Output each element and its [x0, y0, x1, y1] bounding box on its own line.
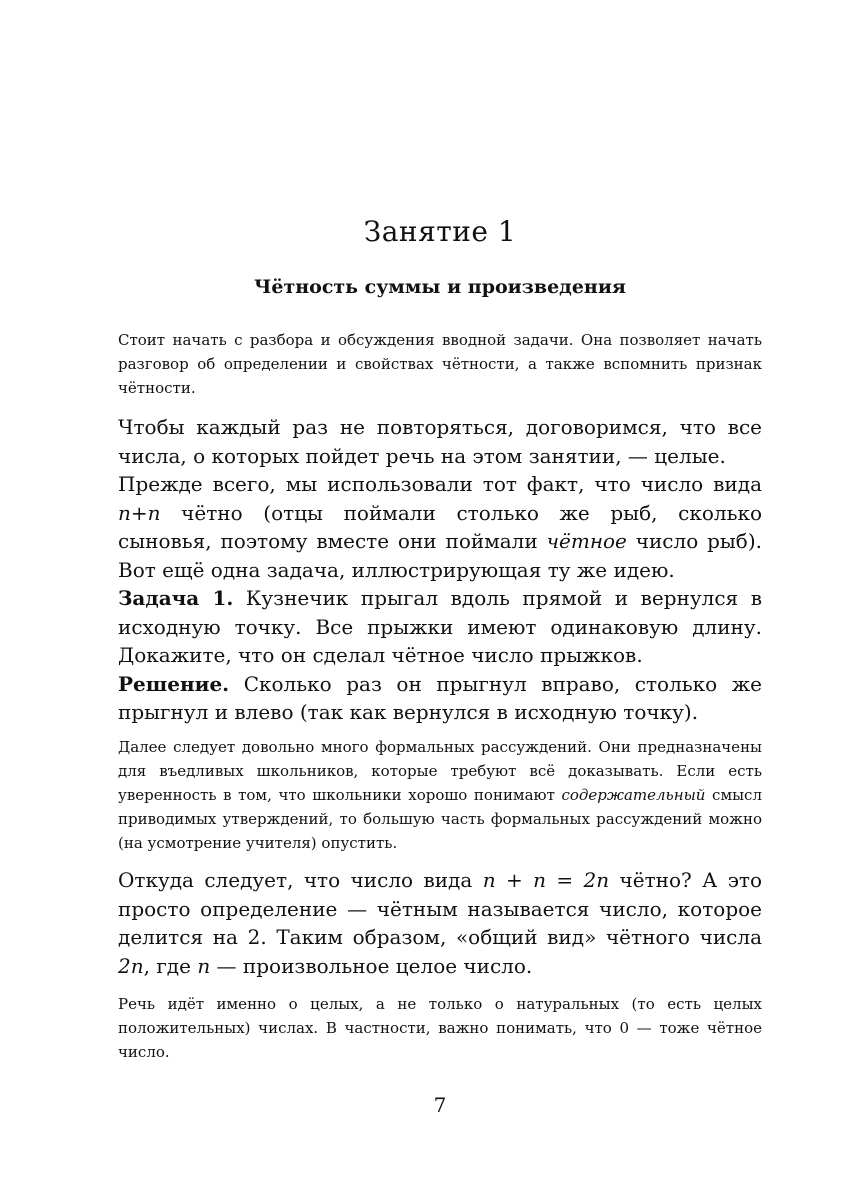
problem-1 — [118, 584, 762, 670]
emphasis-meaningful: содержательный — [561, 786, 706, 804]
section-title: Чётность суммы и произведения — [254, 276, 626, 298]
solution-label: Решение. — [118, 671, 230, 696]
problem-text: Кузнечик прыгал вдоль прямой и вернулся в исходную точку. Все прыжки имеют одинаковую длину. Докажите, что он сделал чётное число прыжков. — [118, 586, 762, 667]
formula-2n-equation: n + n = 2n — [482, 868, 610, 892]
teacher-note-integers: Речь идёт именно о целых, а не только о натуральных (то есть целых положительных) числах. В частности, важно понимать, что 0 — тоже чётное число. — [118, 995, 762, 1061]
problem-label: Задача 1. — [118, 586, 234, 610]
emphasis-even: чётное — [546, 529, 627, 553]
paragraph-integers-assumption: Чтобы каждый раз не повторяться, договоримся, что все числа, о которых пойдет речь на этом занятии, — целые. — [118, 415, 762, 468]
paragraph-definition-even: Откуда следует, что число вида n + n = 2n чётно? А это просто определение — чётным называется число, которое делится на 2. Таким образом, «общий вид» чётного числа 2n, где n — произвольное целое число. — [118, 868, 763, 978]
solution-text: Сколько раз он прыгнул вправо, столько же прыгнул и влево (так как вернулся в исходную точку). — [118, 671, 762, 724]
chapter-title: Занятие 1 — [363, 215, 517, 248]
formula-2n: 2n — [118, 953, 144, 978]
solution-1 — [118, 670, 762, 727]
teacher-note-intro: Стоит начать с разбора и обсуждения вводной задачи. Она позволяет начать разговор об определении и свойствах чётности, а также вспомнить признак чётности. — [118, 331, 762, 397]
book-page — [118, 0, 762, 1181]
teacher-note-formal: Далее следует довольно много формальных рассуждений. Они предназначены для въедливых школьников, которые требуют всё доказывать. Если есть уверенность в том, что школьники хорошо понимают содержательный смысл приводимых утверждений, то большую часть формальных рассуждений можно (на усмотрение учителя) опустить. — [118, 738, 762, 852]
formula-n-plus-n: n+n — [118, 500, 161, 525]
paragraph-n-plus-n: Прежде всего, мы использовали тот факт, что число вида n+n чётно (отцы поймали столько же рыб, сколько сыновья, поэтому вместе они поймали чётное число рыб). Вот ещё одна задача, иллюстрирующая ту же идею. — [118, 472, 763, 582]
formula-n: n — [197, 953, 211, 978]
main-text-block-2 — [118, 866, 762, 980]
page-number: 7 — [433, 1093, 447, 1117]
main-text-block-1 — [118, 413, 762, 727]
